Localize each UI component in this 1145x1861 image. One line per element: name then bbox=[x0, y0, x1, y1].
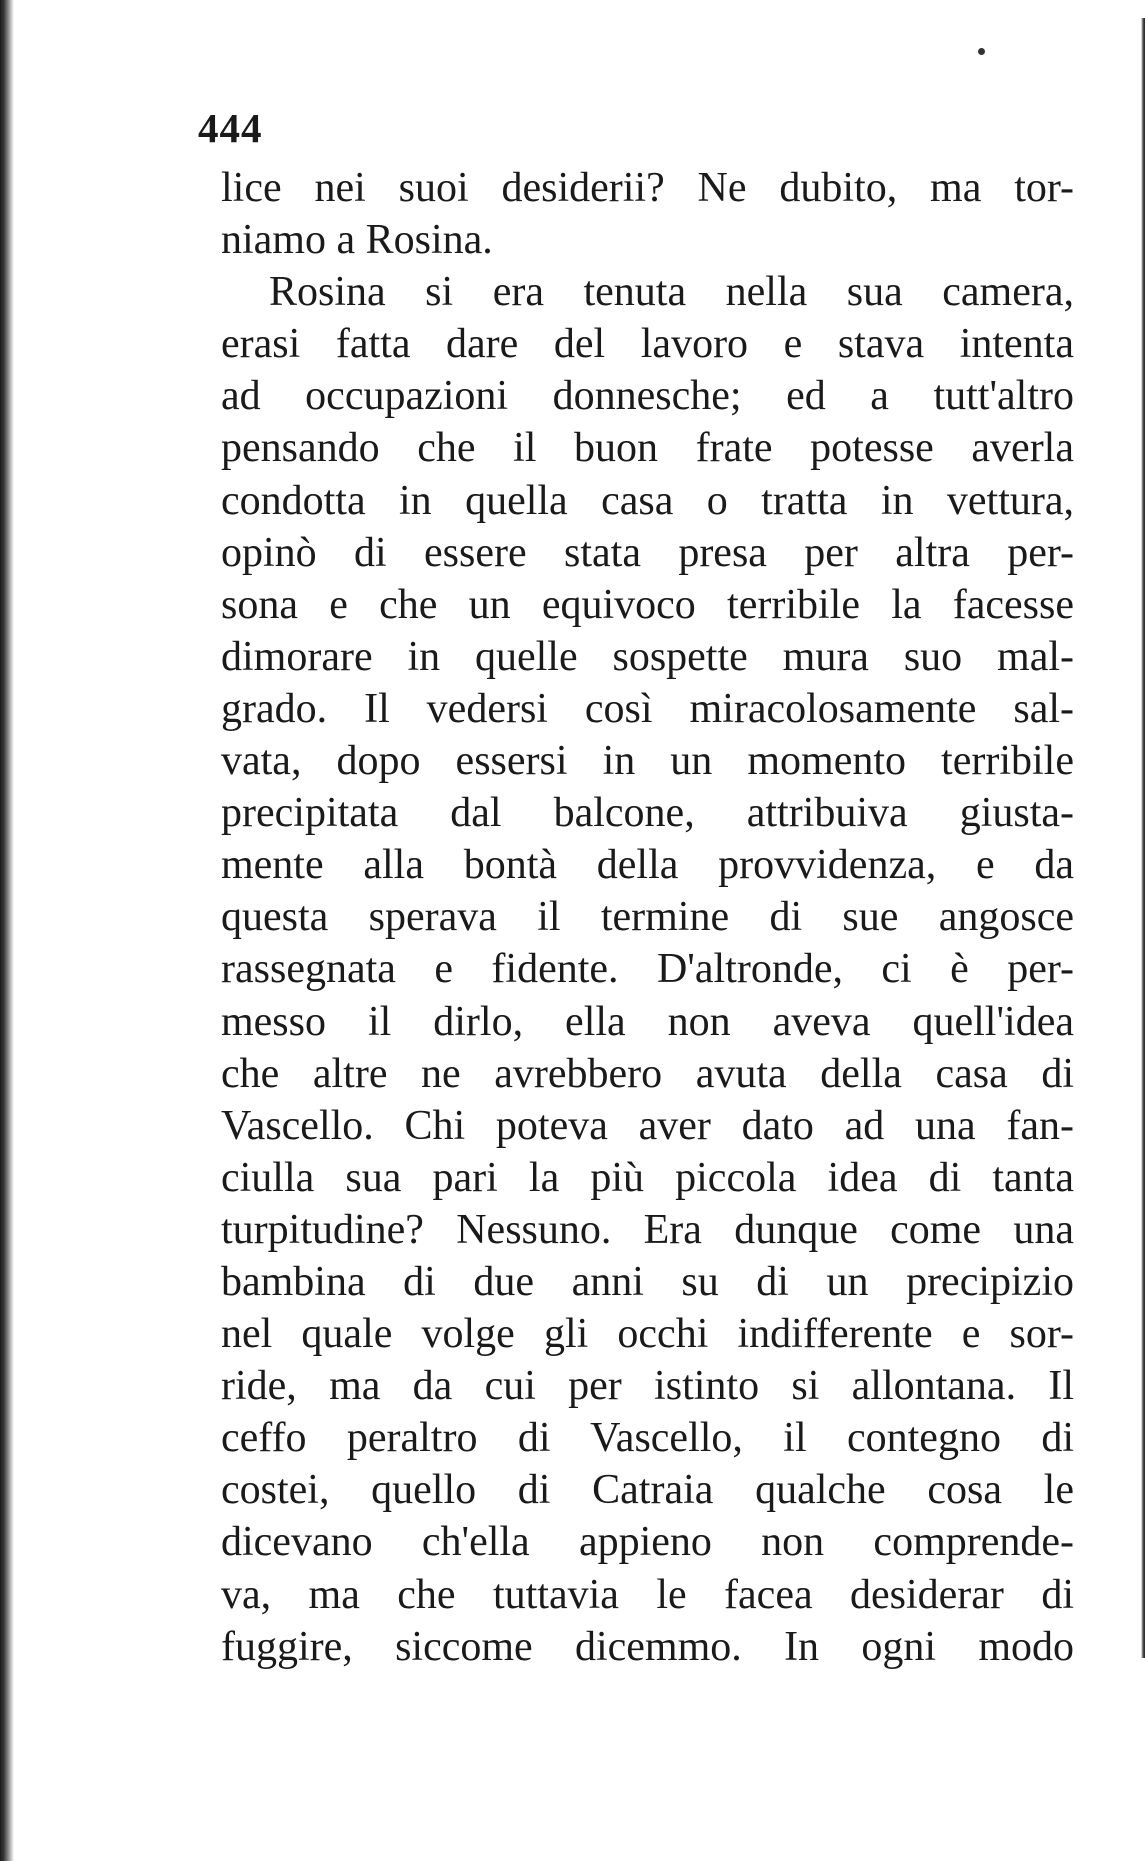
text-line: nel quale volge gli occhi indifferente e sor- bbox=[221, 1311, 1074, 1358]
text-line: lice nei suoi desiderii? Ne dubito, ma tor- bbox=[221, 165, 1074, 211]
text-line: Vascello. Chi poteva aver dato ad una fan- bbox=[221, 1102, 1074, 1149]
text-line: opinò di essere stata presa per altra per- bbox=[221, 529, 1074, 576]
scan-gutter-edge bbox=[0, 0, 14, 1861]
text-line: condotta in quella casa o tratta in vettura, bbox=[221, 477, 1074, 524]
text-line: Rosina si era tenuta nella sua camera, bbox=[269, 269, 1074, 316]
text-line: erasi fatta dare del lavoro e stava intenta bbox=[221, 321, 1074, 368]
scan-right-edge bbox=[1141, 18, 1145, 1658]
text-line: ad occupazioni donnesche; ed a tutt'altro bbox=[221, 373, 1074, 420]
text-line: che altre ne avrebbero avuta della casa di bbox=[221, 1050, 1074, 1097]
text-line: rassegnata e fidente. D'altronde, ci è per- bbox=[221, 946, 1074, 993]
text-line: pensando che il buon frate potesse averla bbox=[221, 425, 1074, 472]
text-line: ceffo peraltro di Vascello, il contegno di bbox=[221, 1415, 1074, 1462]
text-line: costei, quello di Catraia qualche cosa le bbox=[221, 1467, 1074, 1514]
text-line: ciulla sua pari la più piccola idea di tanta bbox=[221, 1154, 1074, 1201]
text-line: sona e che un equivoco terribile la facesse bbox=[221, 581, 1074, 628]
text-line: bambina di due anni su di un precipizio bbox=[221, 1258, 1074, 1305]
text-line: questa sperava il termine di sue angosce bbox=[221, 894, 1074, 941]
text-line: turpitudine? Nessuno. Era dunque come una bbox=[221, 1206, 1074, 1253]
text-line: precipitata dal balcone, attribuiva giusta- bbox=[221, 790, 1074, 837]
page-number: 444 bbox=[198, 105, 263, 151]
text-line: ride, ma da cui per istinto si allontana. Il bbox=[221, 1363, 1074, 1410]
text-line: niamo a Rosina. bbox=[221, 217, 493, 264]
text-line: va, ma che tuttavia le facea desiderar di bbox=[221, 1571, 1074, 1618]
text-line: fuggire, siccome dicemmo. In ogni modo bbox=[221, 1623, 1074, 1670]
text-line: vata, dopo essersi in un momento terribile bbox=[221, 738, 1074, 785]
body-text bbox=[221, 162, 1074, 1673]
text-line: grado. Il vedersi così miracolosamente sal- bbox=[221, 685, 1074, 732]
scan-speck bbox=[978, 48, 985, 55]
text-line: dimorare in quelle sospette mura suo mal- bbox=[221, 633, 1074, 680]
text-line: mente alla bontà della provvidenza, e da bbox=[221, 842, 1074, 889]
text-line: messo il dirlo, ella non aveva quell'idea bbox=[221, 998, 1074, 1045]
text-line: dicevano ch'ella appieno non comprende- bbox=[221, 1519, 1074, 1566]
